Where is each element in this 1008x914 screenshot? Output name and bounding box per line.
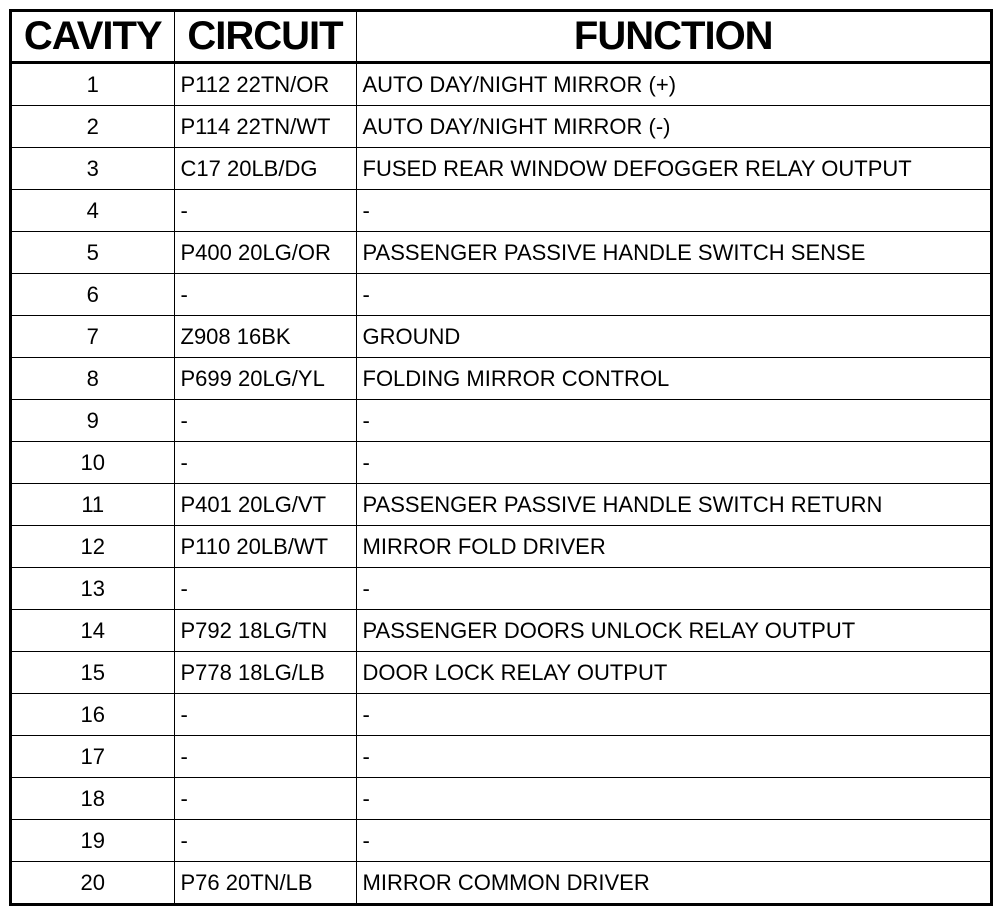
circuit-cell: P792 18LG/TN xyxy=(174,610,356,652)
circuit-cell: - xyxy=(174,736,356,778)
table-row xyxy=(12,274,990,316)
table-row xyxy=(12,694,990,736)
function-cell: DOOR LOCK RELAY OUTPUT xyxy=(356,652,990,694)
function-cell: FOLDING MIRROR CONTROL xyxy=(356,358,990,400)
circuit-cell: P401 20LG/VT xyxy=(174,484,356,526)
circuit-cell: P112 22TN/OR xyxy=(174,63,356,106)
header-circuit: CIRCUIT xyxy=(174,12,356,63)
circuit-cell: - xyxy=(174,274,356,316)
header-cavity: CAVITY xyxy=(12,12,174,63)
function-cell: AUTO DAY/NIGHT MIRROR (-) xyxy=(356,106,990,148)
table-row xyxy=(12,316,990,358)
header-row xyxy=(12,12,990,63)
cavity-cell: 5 xyxy=(12,232,174,274)
cavity-cell: 9 xyxy=(12,400,174,442)
table-row xyxy=(12,820,990,862)
cavity-cell: 11 xyxy=(12,484,174,526)
table-row xyxy=(12,862,990,904)
function-cell: - xyxy=(356,778,990,820)
function-cell: FUSED REAR WINDOW DEFOGGER RELAY OUTPUT xyxy=(356,148,990,190)
table-row xyxy=(12,106,990,148)
circuit-cell: P114 22TN/WT xyxy=(174,106,356,148)
function-cell: - xyxy=(356,190,990,232)
circuit-cell: P110 20LB/WT xyxy=(174,526,356,568)
table-row xyxy=(12,358,990,400)
cavity-cell: 1 xyxy=(12,63,174,106)
function-cell: - xyxy=(356,694,990,736)
table-row xyxy=(12,610,990,652)
circuit-cell: - xyxy=(174,190,356,232)
table-row xyxy=(12,736,990,778)
table-row xyxy=(12,63,990,106)
header-function: FUNCTION xyxy=(356,12,990,63)
table-row xyxy=(12,568,990,610)
cavity-cell: 13 xyxy=(12,568,174,610)
cavity-cell: 20 xyxy=(12,862,174,904)
cavity-cell: 10 xyxy=(12,442,174,484)
table-row xyxy=(12,148,990,190)
cavity-cell: 8 xyxy=(12,358,174,400)
table-row xyxy=(12,400,990,442)
circuit-cell: - xyxy=(174,442,356,484)
table-row xyxy=(12,526,990,568)
table-row xyxy=(12,778,990,820)
cavity-cell: 12 xyxy=(12,526,174,568)
function-cell: - xyxy=(356,568,990,610)
function-cell: PASSENGER PASSIVE HANDLE SWITCH RETURN xyxy=(356,484,990,526)
function-cell: GROUND xyxy=(356,316,990,358)
function-cell: AUTO DAY/NIGHT MIRROR (+) xyxy=(356,63,990,106)
circuit-cell: P76 20TN/LB xyxy=(174,862,356,904)
function-cell: - xyxy=(356,442,990,484)
circuit-cell: Z908 16BK xyxy=(174,316,356,358)
function-cell: - xyxy=(356,400,990,442)
connector-pinout-table xyxy=(12,12,990,903)
circuit-cell: - xyxy=(174,820,356,862)
circuit-cell: - xyxy=(174,778,356,820)
table-row xyxy=(12,442,990,484)
cavity-cell: 7 xyxy=(12,316,174,358)
function-cell: - xyxy=(356,274,990,316)
circuit-cell: - xyxy=(174,400,356,442)
function-cell: MIRROR COMMON DRIVER xyxy=(356,862,990,904)
table-row xyxy=(12,484,990,526)
cavity-cell: 6 xyxy=(12,274,174,316)
cavity-cell: 17 xyxy=(12,736,174,778)
circuit-cell: C17 20LB/DG xyxy=(174,148,356,190)
function-cell: MIRROR FOLD DRIVER xyxy=(356,526,990,568)
cavity-cell: 19 xyxy=(12,820,174,862)
function-cell: - xyxy=(356,736,990,778)
table-body xyxy=(12,63,990,904)
table-row xyxy=(12,190,990,232)
cavity-cell: 15 xyxy=(12,652,174,694)
circuit-cell: - xyxy=(174,568,356,610)
function-cell: PASSENGER PASSIVE HANDLE SWITCH SENSE xyxy=(356,232,990,274)
function-cell: PASSENGER DOORS UNLOCK RELAY OUTPUT xyxy=(356,610,990,652)
cavity-cell: 14 xyxy=(12,610,174,652)
cavity-cell: 16 xyxy=(12,694,174,736)
cavity-cell: 3 xyxy=(12,148,174,190)
circuit-cell: P778 18LG/LB xyxy=(174,652,356,694)
circuit-cell: P400 20LG/OR xyxy=(174,232,356,274)
function-cell: - xyxy=(356,820,990,862)
table-row xyxy=(12,232,990,274)
table-row xyxy=(12,652,990,694)
cavity-cell: 18 xyxy=(12,778,174,820)
circuit-cell: P699 20LG/YL xyxy=(174,358,356,400)
connector-pinout-table-frame xyxy=(9,9,993,906)
table-header xyxy=(12,12,990,63)
cavity-cell: 4 xyxy=(12,190,174,232)
circuit-cell: - xyxy=(174,694,356,736)
cavity-cell: 2 xyxy=(12,106,174,148)
